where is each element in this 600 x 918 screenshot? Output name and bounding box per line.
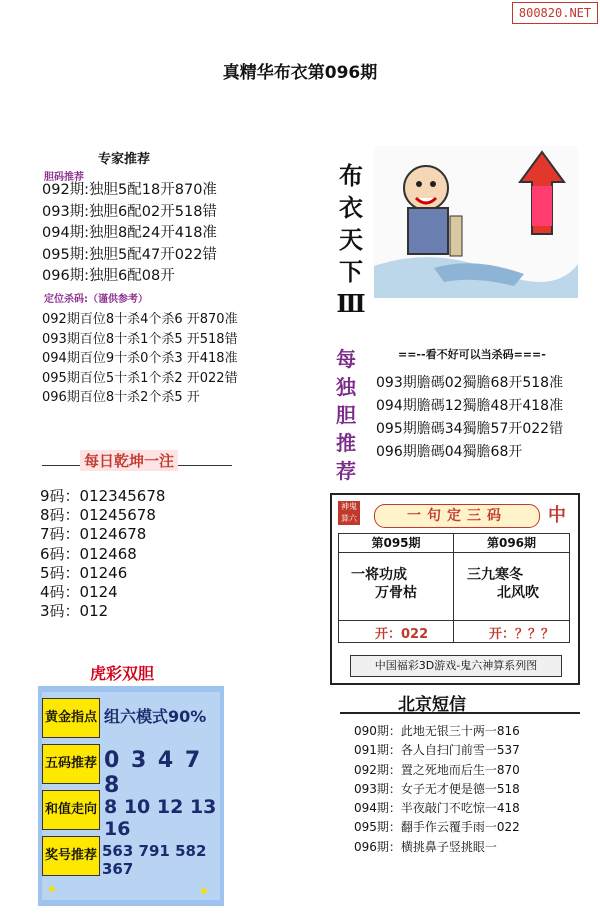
list-item: 093期:独胆6配02开518错 xyxy=(42,203,217,220)
beijing-underline xyxy=(340,712,580,714)
ghost-divider xyxy=(453,552,454,642)
tiger-value-3: 8 10 12 13 16 xyxy=(104,796,217,840)
list-item: 096期:独胆6配08开 xyxy=(42,268,175,284)
tiger-value-2: 0 3 4 7 8 xyxy=(104,748,203,798)
tiger-title: 虎彩双胆 xyxy=(90,664,155,683)
tiger-value-1: 组六模式90% xyxy=(104,707,207,726)
list-item: 6码：012468 xyxy=(40,544,137,563)
daily-title: 每日乾坤一注 xyxy=(80,450,178,471)
expert-list xyxy=(42,180,217,288)
list-item: 094期百位9十杀0个杀3 开418准 xyxy=(42,351,238,366)
page-title: 真精华布衣第096期 xyxy=(222,63,378,83)
sparkle-icon: ✦ xyxy=(46,882,58,898)
daily-list xyxy=(40,487,165,621)
site-watermark: 800820.NET xyxy=(512,2,598,24)
list-item: 095期膽碼34獨膽57开022错 xyxy=(376,421,564,437)
ghost-col1-text1: 一将功成 xyxy=(351,567,407,583)
ghost-emblem-icon: 中 xyxy=(548,505,566,526)
tiger-label-1: 黄金指点 xyxy=(42,698,100,738)
beijing-list xyxy=(354,722,520,857)
position-kill-list xyxy=(42,310,238,408)
list-item: 3码：012 xyxy=(40,602,109,621)
tiger-value-4: 563 791 582 367 xyxy=(102,842,207,878)
expert-title: 专家推荐 xyxy=(98,152,151,167)
ghost-col1-head: 第095期 xyxy=(339,534,454,553)
daily-dan-vertical-title: 每 独 胆 推 荐 xyxy=(336,347,356,483)
list-item: 092期:独胆5配18开870准 xyxy=(42,182,217,198)
ghost-col2-open: 开：？？？ xyxy=(489,627,555,642)
beijing-title: 北京短信 xyxy=(398,695,466,715)
cartoon-illustration-icon xyxy=(374,146,578,298)
list-item: 9码：012345678 xyxy=(40,487,166,505)
ghost-col1-open: 开：022 xyxy=(375,627,429,642)
tiger-panel xyxy=(38,686,224,906)
tiger-label-2: 五码推荐 xyxy=(42,744,100,784)
sparkle-icon: ✦ xyxy=(198,884,210,900)
ghost-corner-badge: 神鬼算六 xyxy=(338,501,360,525)
ghost-col1-text2: 万骨枯 xyxy=(375,585,417,601)
ghost-row-line xyxy=(339,620,569,621)
list-item: 093期百位8十杀1个杀5 开518错 xyxy=(42,331,238,347)
ghost-col2-text2: 北风吹 xyxy=(497,585,539,601)
list-item: 092期百位8十杀4个杀6 开870准 xyxy=(42,312,238,327)
buyi-cartoon xyxy=(374,146,578,298)
list-item: 092期：置之死地而后生一870 xyxy=(354,762,520,777)
list-item: 7码：0124678 xyxy=(40,525,147,544)
list-item: 096期百位8十杀2个杀5 开 xyxy=(42,390,200,405)
list-item: 8码：01245678 xyxy=(40,506,156,525)
list-item: 094期：半夜敲门不吃惊一418 xyxy=(354,801,520,816)
list-item: 096期膽碼04獨膽68开 xyxy=(376,444,523,460)
list-item: 4码：0124 xyxy=(40,583,118,602)
list-item: 095期:独胆5配47开022错 xyxy=(42,246,217,263)
list-item: 093期：女子无才便是德一518 xyxy=(354,781,520,796)
tiger-label-4: 奖号推荐 xyxy=(42,836,100,876)
list-item: 090期：此地无银三十两一816 xyxy=(354,724,520,738)
list-item: 5码：01246 xyxy=(40,563,128,582)
ghost-footer: 中国福彩3D游戏-鬼六神算系列图 xyxy=(350,655,562,677)
ghost-col2-head: 第096期 xyxy=(454,534,569,553)
list-item: 095期百位5十杀1个杀2 开022错 xyxy=(42,370,238,386)
list-item: 096期：横挑鼻子竖挑眼一 xyxy=(354,839,497,854)
daily-dan-list xyxy=(376,372,563,464)
ghost-col2-text1: 三九寒冬 xyxy=(467,567,523,583)
list-item: 093期膽碼02獨膽68开518准 xyxy=(376,375,564,391)
list-item: 091期：各人自扫门前雪一537 xyxy=(354,743,520,758)
list-item: 095期：翻手作云覆手雨一022 xyxy=(354,820,520,835)
tiger-label-3: 和值走向 xyxy=(42,790,100,830)
buyi-vertical-title: 布 衣 天 下 Ⅲ xyxy=(336,161,366,318)
ghost-panel xyxy=(330,493,580,685)
list-item: 094期膽碼12獨膽48开418准 xyxy=(376,398,564,414)
list-item: 094期:独胆8配24开418准 xyxy=(42,225,217,241)
daily-dan-header: ==--看不好可以当杀码===- xyxy=(398,348,546,361)
ghost-table xyxy=(338,533,570,643)
ghost-title: 一句定三码 xyxy=(374,504,540,528)
position-kill-tag: 定位杀码:（谨供参考） xyxy=(44,294,148,305)
expert-tag: 胆码推荐 xyxy=(44,172,84,183)
